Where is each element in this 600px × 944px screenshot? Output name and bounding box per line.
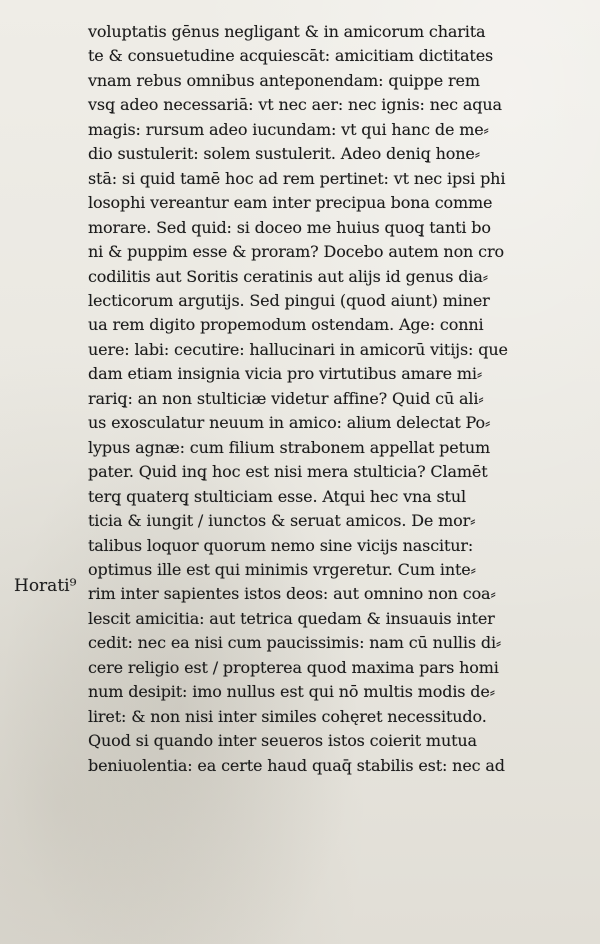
text-line: lescit amicitia: aut tetrica quedam & insuauis inter	[88, 608, 495, 628]
text-line: optimus ille est qui minimis vrgeretur. Cum inte⸗	[88, 559, 476, 579]
text-line: rariq̧: an non stulticiæ videtur affine? Quid cū ali⸗	[88, 388, 484, 408]
text-line: vnam rebus omnibus anteponendam: quippe rem	[88, 70, 480, 90]
text-line: codilitis aut Soritis ceratinis aut alijs id genus dia⸗	[88, 266, 488, 286]
text-line: uere: labi: cecutire: hallucinari in amicorū vitijs: que	[88, 339, 508, 359]
text-line: losophi vereantur eam inter precipua bona comme	[88, 193, 493, 213]
body-text	[88, 20, 574, 778]
text-line: lypus agnæ: cum filium strabonem appellat petum	[88, 437, 491, 457]
text-line: liret: & non nisi inter similes cohęret necessitudo.	[88, 706, 487, 726]
text-line: ticia & iungit / iunctos & seruat amicos. De mor⸗	[88, 511, 476, 531]
text-line: terq̧ quaterq̧ stulticiam esse. Atqui hec vna stul	[88, 486, 466, 506]
text-line: rim inter sapientes istos deos: aut omnino non coa⸗	[88, 584, 496, 604]
text-line: dio sustulerit: solem sustulerit. Adeo deniq̧ hone⸗	[88, 144, 480, 164]
text-line: vsq̧ adeo necessariā: vt nec aer: nec ignis: nec aqua	[88, 95, 502, 115]
text-line: stā: si quid tamē hoc ad rem pertinet: vt nec ipsi phi	[88, 168, 506, 188]
text-line: cedit: nec ea nisi cum paucissimis: nam cū nullis di⸗	[88, 633, 502, 653]
margin-note: Horati⁹	[14, 576, 77, 596]
text-line: talibus loquor quorum nemo sine vicijs nascitur:	[88, 535, 474, 555]
text-line: Quod si quando inter seueros istos coierit mutua	[88, 731, 477, 751]
text-line: lecticorum argutijs. Sed pingui (quod aiunt) miner	[88, 290, 490, 310]
text-line: morare. Sed quid: si doceo me huius quoq̧ tanti bo	[88, 217, 491, 237]
text-line: ni & puppim esse & proram? Docebo autem non cro	[88, 242, 504, 262]
text-line: num desipit: imo nullus est qui nō multis modis de⸗	[88, 682, 495, 702]
text-line: ua rem digito propemodum ostendam. Age: conni	[88, 315, 484, 335]
text-line: cere religio est / propterea quod maxima pars homi	[88, 657, 499, 677]
text-line: dam etiam insignia vicia pro virtutibus amare mi⸗	[88, 364, 483, 384]
bleed-through-shadow	[4, 330, 76, 354]
text-line: us exosculatur neuum in amico: alium delectat Po⸗	[88, 413, 491, 433]
text-line: beniuolentia: ea certe haud quaq̄ stabilis est: nec ad	[88, 755, 505, 775]
text-line: te & consuetudine acquiescāt: amicitiam dictitates	[88, 46, 494, 66]
text-line: magis: rursum adeo iucundam: vt qui hanc de me⸗	[88, 119, 489, 139]
text-line: pater. Quid inq̧ hoc est nisi mera stulticia? Clamēt	[88, 462, 488, 482]
text-line: voluptatis gēnus negligant & in amicorum charita	[88, 22, 486, 41]
